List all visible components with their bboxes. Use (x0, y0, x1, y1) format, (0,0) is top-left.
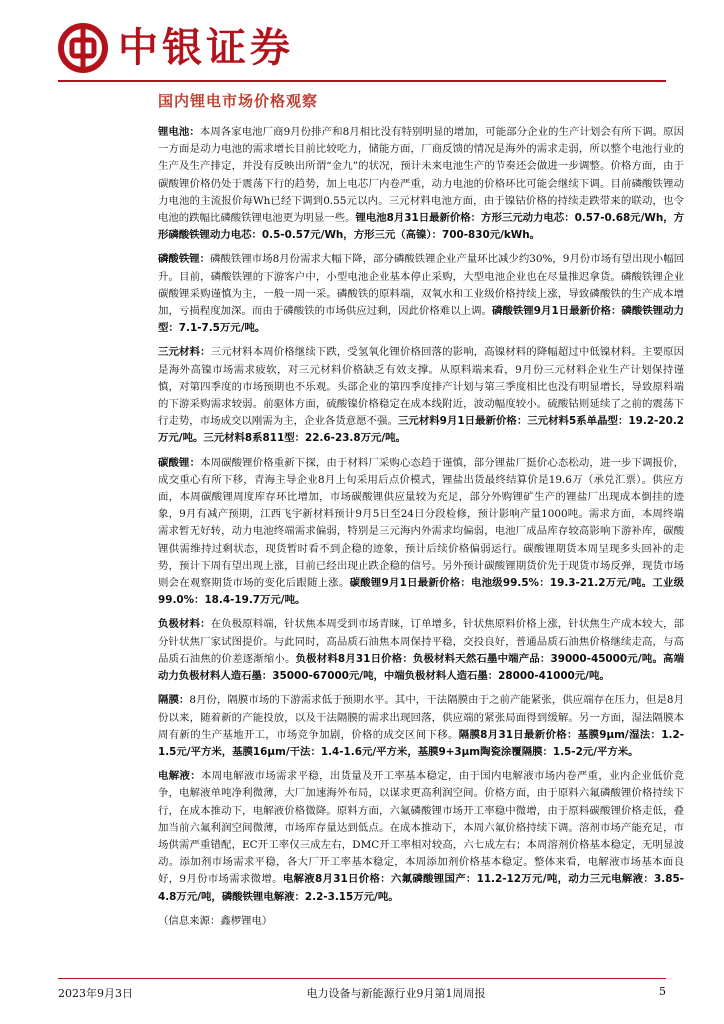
paragraph-lead: 锂电池： (158, 126, 200, 138)
footer-divider (58, 978, 666, 979)
paragraph-body: 磷酸铁锂市场8月份需求大幅下降，部分磷酸铁锂企业产量环比减少约30%，9月份市场有望出现小幅回升。目前，磷酸铁锂的下游客户中，小型电池企业基本停止采购，大型电池企业也在尽量推迟拿货。磷酸铁锂企业碳酸锂采购谨慎为主，一般一周一采。磷酸铁的原料端，双氧水和工业级价格持续上涨，导致磷酸铁的生产成本增加，亏损程度加深。而由于磷酸铁的市场供应过剩，因此价格难以上调。 (158, 253, 685, 318)
paragraph-lead: 三元材料： (158, 346, 211, 359)
paragraph-body: 在负极原料端，针状焦本周受到市场青睐，订单增多，针状焦原料价格上涨，针状焦生产成本较大，部分针状焦厂家试图提价。与此同时，高品质石油焦本周保持平稳，交投良好，普通品质石油焦价格继续走高，与高品质石油焦的价差逐渐缩小。 (158, 618, 685, 665)
info-source: （信息来源：鑫椤锂电） (158, 914, 273, 927)
page-footer (58, 985, 666, 1001)
paragraph-lead: 负极材料： (158, 618, 211, 631)
price-highlight: 碳酸锂9月1日最新价格：电池级99.5%：19.3-21.2万元/吨。工业级99.0%：18.4-19.7万元/吨。 (158, 577, 685, 607)
paragraph-lead: 电解液： (158, 770, 201, 783)
bank-of-china-logo-icon (58, 23, 108, 73)
paragraph-lithium-carbonate (158, 455, 684, 610)
paragraph-battery (158, 124, 684, 244)
header-divider (58, 80, 666, 82)
section-title: 国内锂电市场价格观察 (158, 92, 319, 110)
paragraph-separator (158, 692, 684, 761)
paragraph-lead: 碳酸锂： (158, 456, 201, 469)
footer-page-number: 5 (659, 985, 666, 998)
paragraph-lead: 隔膜： (158, 694, 190, 707)
paragraph-body: 本周碳酸锂价格重新下探，由于材料厂采购心态趋于谨慎，部分锂盐厂挺价心态松动，进一步下调报价，成交重心有所下移，青海主导企业8月上旬采用后点价模式，锂盐出货最终结算价是19.6万（承兑汇票）。供应方面，本周碳酸锂周度库存环比增加，市场碳酸锂供应量较为充足，部分外购锂矿生产的锂盐厂出现成本倒挂的迹象，9月有减产预期，江西飞宇新材料预计9月5日至24日分段检修，预计影响产量1000吨。需求方面，本周终端需求暂无好转，动力电池终端需求偏弱，特别是三元海内外需求均偏弱，电池厂成品库存较高影响下游补库，碳酸锂供需维持过剩状态，现货暂时看不到企稳的迹象，预计后续价格偏弱运行。碳酸锂期货本周呈现多头回补的走势，预计下周有望出现上涨，目前已经出现止跌企稳的信号。另外预计碳酸锂期货价先于现货市场反弹，现货市场则会在观察期货市场的变化后跟随上涨。 (158, 456, 684, 590)
paragraph-ternary (158, 344, 684, 447)
paragraph-lead: 磷酸铁锂： (158, 253, 211, 266)
price-highlight: 磷酸铁锂9月1日最新价格：磷酸铁锂动力型：7.1-7.5万元/吨。 (158, 305, 684, 335)
paragraph-anode (158, 616, 684, 685)
brand-header (58, 22, 294, 74)
footer-date: 2023年9月3日 (58, 987, 133, 1000)
logo-text: 中银证券 (118, 25, 294, 71)
report-body (158, 124, 684, 930)
paragraph-body: 本周各家电池厂商9月份排产和8月相比没有特别明显的增加，可能部分企业的生产计划会有所下调。原因一方面是动力电池的需求增长目前比较吃力，储能方面，厂商反馈的情况是海外的需求走弱，所以整个电池行业的生产及生产排定，并没有反映出所谓“金九”的状况，预计未来电池生产的节奏还会做进一步调整。价格方面，由于碳酸锂价格仍处于震荡下行的趋势，加上电芯厂内卷严重，动力电池的价格环比可能会继续下调。目前磷酸铁锂动力电池的主流报价每Wh已经下调到0.55元以内。三元材料电池方面，由于镍钴价格的持续走跌带来的联动，也令电池的跌幅比磷酸铁锂电池更为明显一些。 (158, 126, 685, 225)
price-highlight: 锂电池8月31日最新价格：方形三元动力电芯：0.57-0.68元/Wh，方形磷酸铁锂动力电芯：0.5-0.57元/Wh，方形三元（高镍）：700-830元/kWh。 (158, 212, 685, 242)
paragraph-body: 本周电解液市场需求平稳，出货量及开工率基本稳定，由于国内电解液市场内卷严重，业内企业低价竞争，电解液单吨净利微薄，大厂加速海外布局，以谋求更高利润空间。价格方面，由于原料六氟磷酸锂价格持续下行，在成本推动下，电解液价格微降。原料方面，六氟磷酸锂市场开工率稳中微增，由于原料碳酸锂价格走低，叠加当前六氟利润空间微薄，市场库存量达到低点。在成本推动下，本周六氟价格持续下调。溶剂市场产能充足，市场供需严重错配，EC开工率仅三成左右，DMC开工率相对较高，六七成左右；本周溶剂价格基本稳定，无明显波动。添加剂市场需求平稳，各大厂开工率基本稳定，本周添加剂价格基本稳定。整体来看，电解液市场基本面良好，9月份市场需求微增。 (158, 770, 684, 886)
paragraph-lfp (158, 251, 684, 337)
paragraph-body: 三元材料本周价格继续下跌，受氢氧化锂价格回落的影响，高镍材料的降幅超过中低镍材料。主要原因是海外高镍市场需求疲软，对三元材料价格缺乏有效支撑。从原料端来看，9月份三元材料企业生产计划保持谨慎，对第四季度的市场预期也不乐观。头部企业的第四季度排产计划与第三季度相比也没有明显增长，导致原料端的下游采购需求较弱。前驱体方面，硫酸镍价格稳定在成本线附近，波动幅度较小。硫酸钴则延续了之前的震荡下行走势，市场成交以刚需为主，企业各货意愿不强。 (158, 346, 685, 428)
price-highlight: 电解液8月31日价格：六氟磷酸锂国产：11.2-12万元/吨，动力三元电解液：3.85-4.8万元/吨，磷酸铁锂电解液：2.2-3.15万元/吨。 (158, 873, 684, 903)
price-highlight: 隔膜8月31日最新价格：基膜9μm/湿法：1.2-1.5元/平方米，基膜16μm/干法：1.4-1.6元/平方米，基膜9+3μm陶瓷涂覆隔膜：1.5-2元/平方米。 (158, 728, 685, 758)
price-highlight: 三元材料9月1日最新价格：三元材料5系单晶型：19.2-20.2万元/吨。三元材料8系811型：22.6-23.8万元/吨。 (158, 415, 684, 445)
price-highlight: 负极材料8月31日价格：负极材料天然石墨中端产品：39000-45000元/吨。高端动力负极材料人造石墨：35000-67000元/吨，中端负极材料人造石墨：28000-41000元/吨。 (158, 652, 685, 683)
paragraph-electrolyte (158, 768, 684, 906)
paragraph-body: 8月份，隔膜市场的下游需求低于预期水平。其中，干法隔膜由于之前产能紧张，供应端存在压力，但是8月份以来，随着新的产能投放，以及干法隔膜的需求出现回落，供应端的紧张局面得到缓解。另一方面，湿法隔膜本周有新的生产基地开工，市场竞争加剧，价格的成交区间下移。 (158, 694, 684, 741)
footer-report-title: 电力设备与新能源行业9月第1周周报 (306, 987, 486, 1000)
